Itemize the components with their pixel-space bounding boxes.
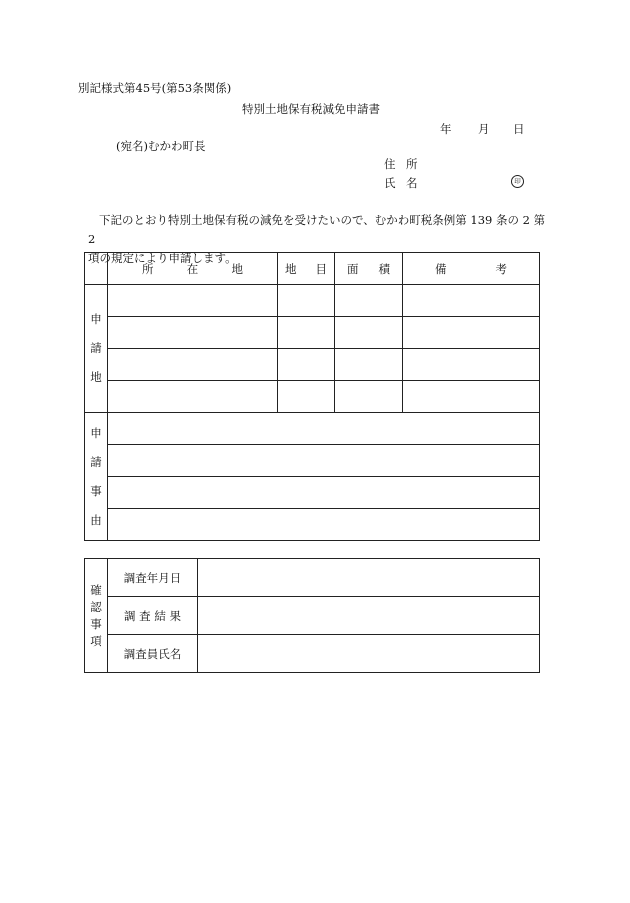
confirmation-table (84, 558, 540, 673)
confirmation-row (85, 597, 540, 635)
confirmation-side-label: 確 認 事 項 (85, 559, 108, 673)
header-remarks: 備 考 (403, 253, 540, 285)
name-label-1: 氏 (384, 176, 396, 190)
area-cell[interactable] (335, 317, 403, 349)
location-cell[interactable] (108, 317, 278, 349)
header-location: 所 在 地 (108, 253, 278, 285)
reason-side-label: 申 請 事 由 (85, 413, 108, 541)
body-line-2: 項の規定により申請します。 (88, 251, 237, 265)
area-cell[interactable] (335, 285, 403, 317)
reason-row (85, 477, 540, 509)
header-area: 面 積 (335, 253, 403, 285)
reason-row (85, 509, 540, 541)
land-category-cell[interactable] (278, 381, 335, 413)
remarks-cell[interactable] (403, 317, 540, 349)
surveyor-name-label: 調査員氏名 (108, 635, 198, 673)
address-label-1: 住 (384, 157, 396, 171)
form-title: 特別土地保有税減免申請書 (242, 102, 380, 116)
area-cell[interactable] (335, 349, 403, 381)
survey-date-label: 調査年月日 (108, 559, 198, 597)
remarks-cell[interactable] (403, 381, 540, 413)
date-month-label: 月 (478, 122, 490, 136)
date-year-label: 年 (440, 122, 452, 136)
land-category-cell[interactable] (278, 285, 335, 317)
survey-result-label: 調 査 結 果 (108, 597, 198, 635)
reason-row (85, 413, 540, 445)
land-row (85, 349, 540, 381)
land-row (85, 285, 540, 317)
body-line-1: 下記のとおり特別土地保有税の減免を受けたいので、むかわ町税条例第 139 条の 2 第 2 (88, 213, 546, 246)
location-cell[interactable] (108, 285, 278, 317)
location-cell[interactable] (108, 381, 278, 413)
address-label-2: 所 (406, 157, 418, 171)
header-blank (85, 253, 108, 285)
land-category-cell[interactable] (278, 317, 335, 349)
location-cell[interactable] (108, 349, 278, 381)
date-day-label: 日 (513, 122, 525, 136)
application-table (84, 252, 540, 541)
reason-row (85, 445, 540, 477)
reason-cell[interactable] (108, 509, 540, 541)
header-land-category: 地 目 (278, 253, 335, 285)
remarks-cell[interactable] (403, 349, 540, 381)
confirmation-row (85, 559, 540, 597)
area-cell[interactable] (335, 381, 403, 413)
land-category-cell[interactable] (278, 349, 335, 381)
addressee: (宛名)むかわ町長 (116, 139, 206, 153)
remarks-cell[interactable] (403, 285, 540, 317)
reason-cell[interactable] (108, 477, 540, 509)
land-row (85, 381, 540, 413)
reason-cell[interactable] (108, 413, 540, 445)
land-row (85, 317, 540, 349)
reason-cell[interactable] (108, 445, 540, 477)
form-number: 別記様式第45号(第53条関係) (78, 81, 232, 95)
name-label-2: 名 (406, 176, 418, 190)
confirmation-row (85, 635, 540, 673)
surveyor-name-cell[interactable] (198, 635, 540, 673)
seal-mark: 印 (511, 175, 524, 188)
survey-result-cell[interactable] (198, 597, 540, 635)
land-side-label: 申 請 地 (85, 285, 108, 413)
survey-date-cell[interactable] (198, 559, 540, 597)
